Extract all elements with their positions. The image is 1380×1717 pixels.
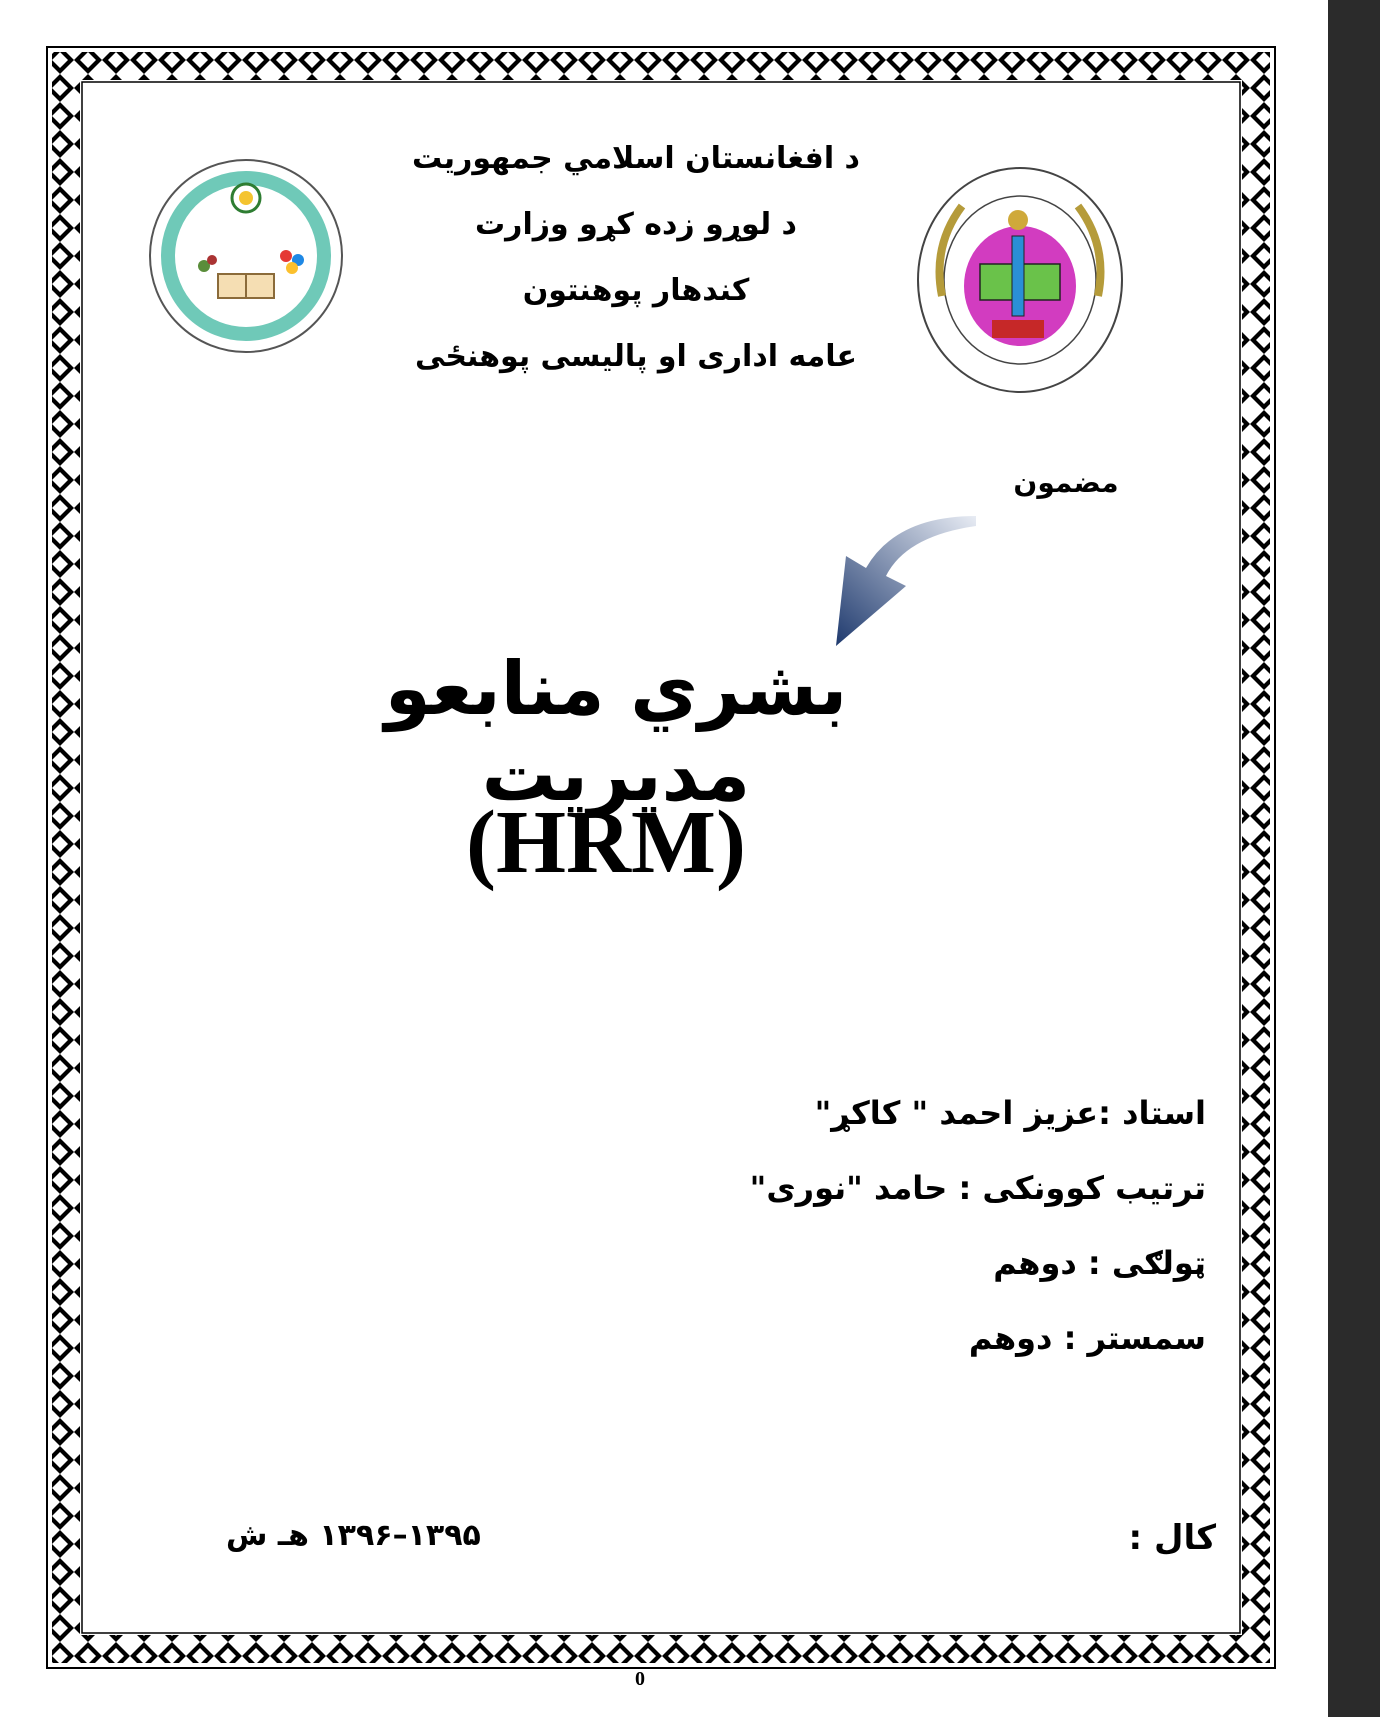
curved-arrow-icon (826, 516, 1026, 666)
document-page (46, 46, 1276, 1669)
year-value: ۱۳۹۵–۱۳۹۶ هـ ش (226, 1518, 481, 1553)
subject-label: مضمون (1013, 466, 1119, 499)
document-title: بشري منابعو مدیریت (384, 646, 848, 818)
header-line-ministry: د لوړو زده کړو وزارت (475, 207, 797, 242)
info-block (606, 1076, 1206, 1376)
header-line-country: د افغانستان اسلامي جمهوریت (412, 141, 860, 176)
header-line-faculty: عامه اداری او پالیسی پوهنځی (415, 339, 857, 374)
page-number: 0 (635, 1668, 645, 1690)
compiler-line: ترتیب کوونکی : حامد "نوری" (749, 1169, 1206, 1207)
scrollbar-panel[interactable] (1328, 0, 1380, 1717)
header-line-university: کندهار پوهنتون (522, 273, 750, 308)
kandahar-university-seal-icon (912, 156, 1128, 404)
year-label: کال : (1128, 1518, 1216, 1558)
faculty-logo-icon (146, 156, 346, 356)
semester-line: سمستر : دوهم (968, 1319, 1206, 1357)
header-block (376, 126, 896, 390)
class-line: ټولګی : دوهم (993, 1244, 1206, 1282)
document-title-abbrev: (HRM) (466, 793, 746, 892)
teacher-line: استاد :عزیز احمد " کاکړ" (814, 1094, 1206, 1132)
